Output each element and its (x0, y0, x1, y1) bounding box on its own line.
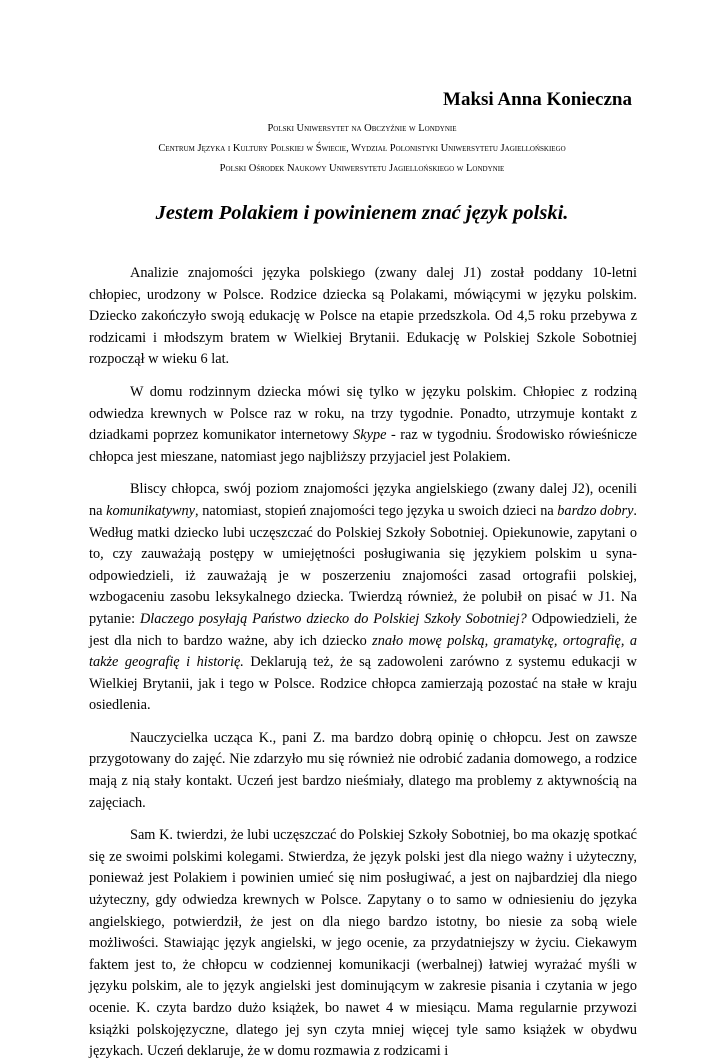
paragraph-text: , natomiast, stopień znajomości tego języka u swoich dzieci na (195, 502, 558, 519)
body-paragraph (89, 728, 637, 814)
paragraph-text: . Według matki dziecko lubi uczęszczać do Polskiej Szkoły Sobotniej. Opiekunowie, zapytani o to, czy zauważają postępy w umiejętności posługiwania się językiem polskim u syna- odpowiedzieli, iż zauważają je w poszerzeniu znajomości zasad ortografii polskiej, wzbogaceniu zasobu leksykalnego dziecka. Twierdzą również, że polubił on pisać w J1. Na pytanie: (89, 502, 637, 627)
affiliation-line: Polski Uniwersytet na Obczyźnie w Londynie (267, 123, 457, 134)
author-name: Maksi Anna Konieczna (443, 89, 632, 110)
italic-text: Dlaczego posyłają Państwo dziecko do Polskiej Szkoły Sobotniej? (139, 610, 527, 627)
paragraph-text: Nauczycielka ucząca K., pani Z. ma bardzo dobrą opinię o chłopcu. Jest on zawsze przygotowany do zajęć. Nie zdarzyło mu się również nie odrobić zadania domowego, a rodzice mają z nią stały kontakt. Uczeń jest bardzo nieśmiały, dlatego ma problemy z aktywnością na zajęciach. (89, 729, 637, 811)
paragraph-text: - raz w tygodniu. Środowisko rówieśnicze chłopca jest mieszane, natomiast jego najbliższy przyjaciel jest Polakiem. (89, 427, 638, 465)
paragraph-text: Bliscy chłopca, swój poziom znajomości języka angielskiego (zwany dalej J2), ocenili na (89, 481, 637, 519)
italic-text: znało mowę polską, gramatykę, ortografię, a także geografię i historię. (89, 632, 637, 671)
document-title: Jestem Polakiem i powinienem znać język polski. (155, 202, 569, 224)
paragraph-text: W domu rodzinnym dziecka mówi się tylko w języku polskim. Chłopiec z rodziną odwiedza krewnych w Polsce raz w roku, na trzy tygodnie. Ponadto, utrzymuje kontakt z dziadkami poprzez komunikator internetowy (89, 383, 637, 444)
body-paragraph (89, 825, 637, 1063)
paragraph-text: Analizie znajomości języka polskiego (zwany dalej J1) został poddany 10-letni chłopiec, urodzony w Polsce. Rodzice dziecka są Polakami, mówiącymi w języku polskim. Dziecko zakończyło swoją edukację w Polsce na etapie przedszkola. Od 4,5 roku przebywa z rodzicami i młodszym bratem w Wielkiej Brytanii. Edukację w Polskiej Szkole Sobotniej rozpoczął w wieku 6 lat. (89, 265, 637, 368)
paragraph-text: Odpowiedzieli, że jest dla nich to bardzo ważne, aby ich dziecko (89, 610, 637, 649)
document-body (89, 263, 637, 1063)
italic-text: bardzo dobry (557, 502, 634, 519)
affiliation-line: Polski Ośrodek Naukowy Uniwersytetu Jagiellońskiego w Londynie (219, 163, 505, 174)
body-paragraph (89, 382, 637, 468)
italic-text: Skype (353, 427, 387, 444)
body-paragraph (89, 479, 637, 717)
italic-text: komunikatywny (106, 502, 196, 519)
affiliation-line: Centrum Języka i Kultury Polskiej w Świecie, Wydział Polonistyki Uniwersytetu Jagiellońskiego (158, 143, 566, 154)
body-paragraph (89, 263, 637, 371)
paragraph-text: Deklarują też, że są zadowoleni zarówno z systemu edukacji w Wielkiej Brytanii, jak i tego w Polsce. Rodzice chłopca zamierzają pozostać na stałe w kraju osiedlenia. (89, 654, 637, 714)
paragraph-text: Sam K. twierdzi, że lubi uczęszczać do Polskiej Szkoły Sobotniej, bo ma okazję spotkać się ze swoimi polskimi kolegami. Stwierdza, że język polski jest dla niego ważny i użyteczny, ponieważ jest Polakiem i powinien umieć się nim posługiwać, a jest on najbardziej dla niego użyteczny, gdy odwiedza krewnych w Polsce. Zapytany o to samo w odniesieniu do języka angielskiego, potwierdził, że jest on dla niego bardzo istotny, bo niesie za sobą wiele możliwości. Stawiając język angielski, w jego ocenie, za przydatniejszy w życiu. Ciekawym faktem jest to, że chłopcu w codziennej komunikacji (werbalnej) łatwiej wyrażać myśli w języku polskim, ale to język angielski jest dominującym w zakresie pisania i czytania w jego ocenie. K. czyta bardzo dużo książek, bo nawet 4 w miesiącu. Mama regularnie przywozi książki polskojęzyczne, dlatego jej syn czyta mniej więcej tyle samo książek w obydwu językach. Uczeń deklaruje, że w domu rozmawia z rodzicami i (89, 827, 637, 1060)
